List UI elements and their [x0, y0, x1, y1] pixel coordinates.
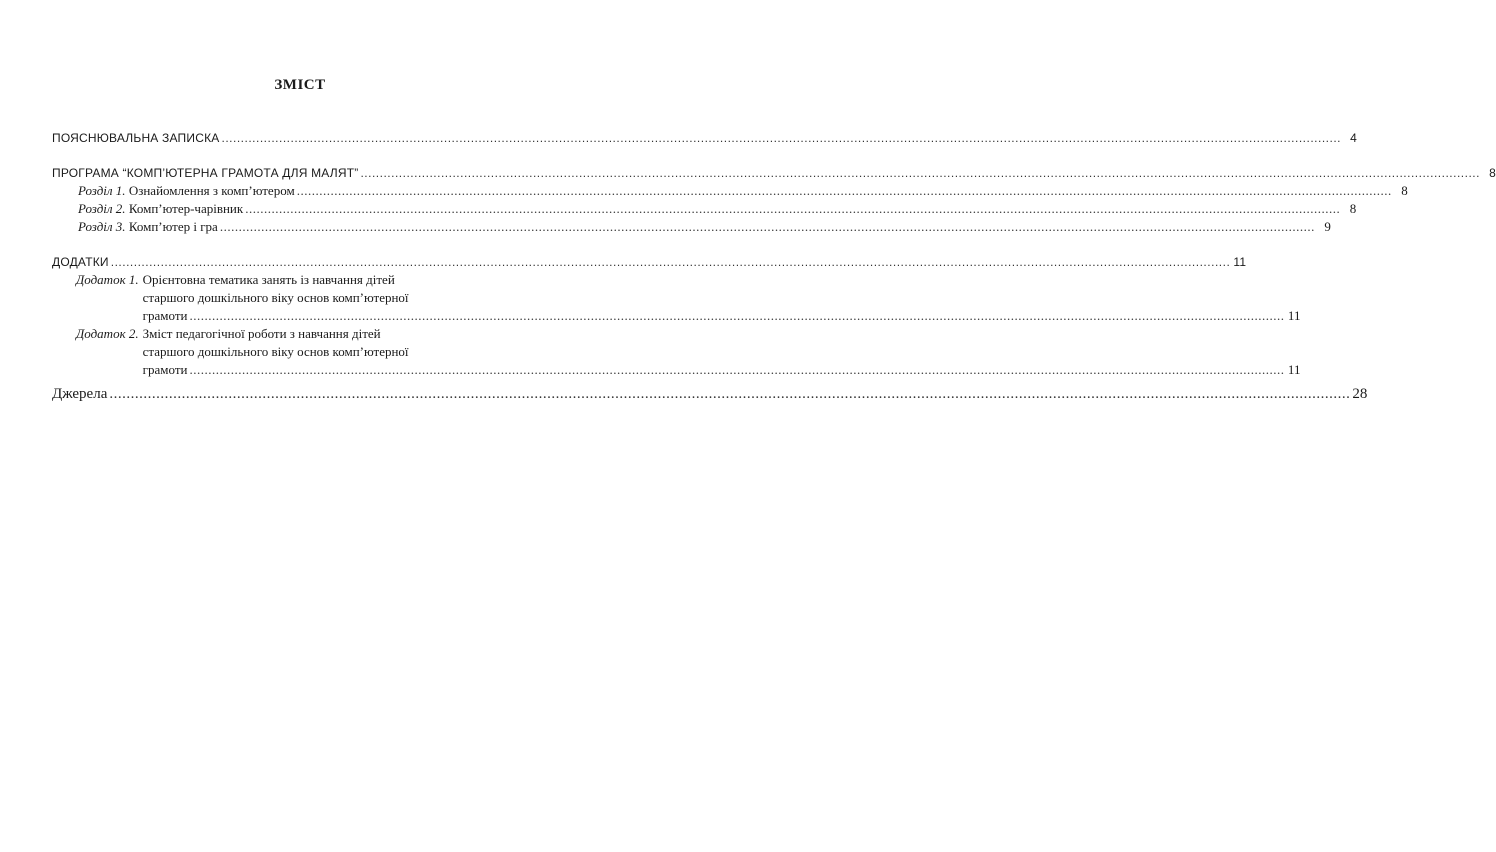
- dot-leader: [220, 218, 1315, 236]
- toc-label: Джерела: [52, 386, 108, 402]
- toc-label: Комп’ютер-чарівник: [128, 201, 244, 216]
- toc-page-number: 11: [1287, 362, 1301, 377]
- toc-page-number: 8: [1349, 201, 1357, 216]
- appendix-line: старшого дошкільного віку основ комп’ютерної: [142, 290, 409, 305]
- appendix-line: грамоти: [142, 362, 188, 377]
- dot-leader: [297, 182, 1392, 200]
- section-prefix: Розділ 1.: [78, 183, 126, 198]
- toc-label: ПРОГРАМА “КОМП’ЮТЕРНА ГРАМОТА ДЛЯ МАЛЯТ”: [52, 166, 359, 180]
- toc-entry-explanatory: [52, 129, 1358, 147]
- toc-entry-program: [52, 164, 1496, 182]
- dot-leader: [360, 164, 1480, 182]
- dot-leader: [189, 307, 1284, 325]
- toc-label: Ознайомлення з комп’ютером: [128, 183, 295, 198]
- appendix-line: Орієнтовна тематика занять із навчання дітей: [142, 272, 395, 287]
- dot-leader: [109, 385, 1350, 403]
- appendix-prefix: Додаток 1.: [76, 272, 139, 287]
- toc-entry-appendix-1: [52, 271, 1301, 325]
- dot-leader: [245, 200, 1340, 218]
- toc-page-number: 8: [1489, 166, 1496, 180]
- section-prefix: Розділ 3.: [78, 219, 126, 234]
- toc-page-number: 4: [1350, 131, 1358, 145]
- dot-leader: [111, 253, 1231, 271]
- appendix-line: старшого дошкільного віку основ комп’ютерної: [142, 344, 409, 359]
- toc-label: ДОДАТКИ: [52, 255, 109, 269]
- dot-leader: [221, 129, 1341, 147]
- toc-entry-section-1: [52, 182, 1408, 200]
- table-of-contents: [52, 129, 1496, 403]
- toc-page-number: 8: [1401, 183, 1408, 198]
- section-prefix: Розділ 2.: [78, 201, 126, 216]
- appendix-prefix: Додаток 2.: [76, 326, 139, 341]
- toc-page-number: 28: [1352, 386, 1368, 402]
- toc-entry-section-2: [52, 200, 1357, 218]
- toc-page-number: 9: [1324, 219, 1331, 234]
- toc-entry-appendix-2: [52, 325, 1301, 379]
- appendix-line: Зміст педагогічної роботи з навчання дітей: [142, 326, 381, 341]
- toc-entry-appendices: [52, 253, 1247, 271]
- toc-entry-section-3: [52, 218, 1331, 236]
- toc-label: ПОЯСНЮВАЛЬНА ЗАПИСКА: [52, 131, 220, 145]
- appendix-line: грамоти: [142, 308, 188, 323]
- dot-leader: [189, 361, 1284, 379]
- toc-label: Комп’ютер і гра: [128, 219, 218, 234]
- toc-entry-sources: [52, 385, 1368, 403]
- toc-page-number: 11: [1233, 255, 1247, 269]
- page-title: ЗМІСТ: [274, 77, 326, 93]
- toc-page-number: 11: [1287, 308, 1301, 323]
